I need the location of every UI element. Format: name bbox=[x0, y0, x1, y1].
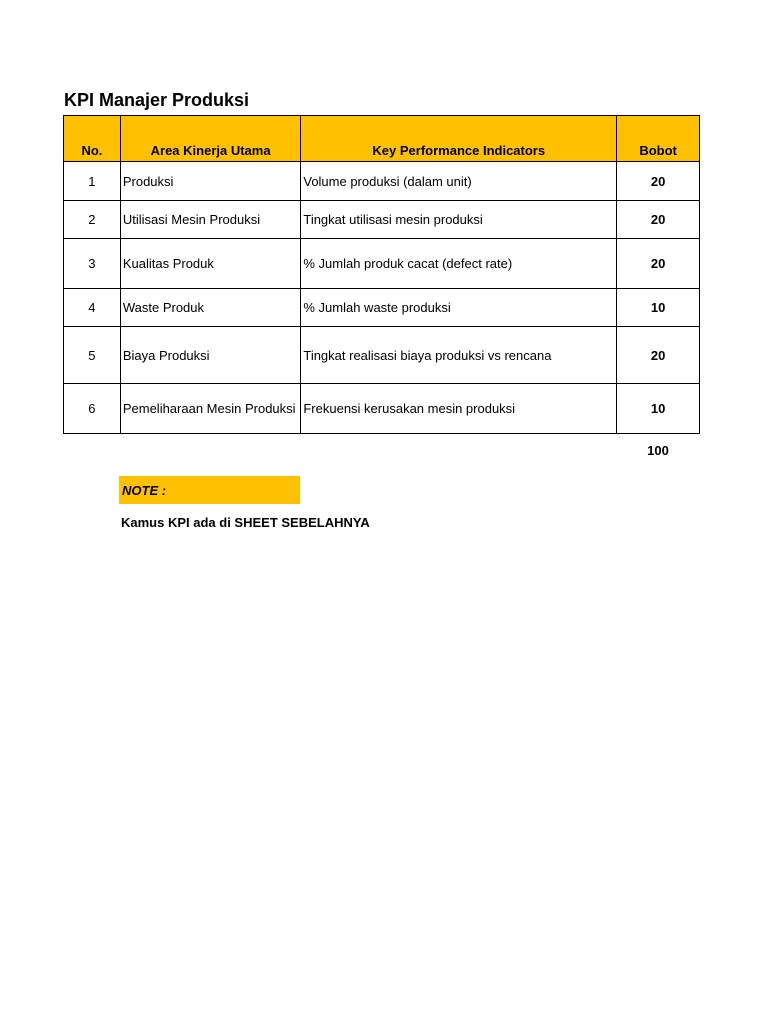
table-row bbox=[64, 327, 700, 384]
cell-kpi: Volume produksi (dalam unit) bbox=[301, 162, 617, 201]
cell-bobot: 20 bbox=[617, 327, 700, 384]
cell-kpi: Tingkat realisasi biaya produksi vs rencana bbox=[301, 327, 617, 384]
note-label: NOTE : bbox=[122, 482, 167, 498]
cell-bobot: 10 bbox=[617, 289, 700, 327]
cell-bobot: 20 bbox=[617, 162, 700, 201]
cell-no: 6 bbox=[64, 384, 121, 434]
header-no: No. bbox=[64, 116, 121, 162]
cell-area: Waste Produk bbox=[120, 289, 301, 327]
note-text: Kamus KPI ada di SHEET SEBELAHNYA bbox=[121, 515, 370, 530]
note-label-box bbox=[119, 476, 300, 504]
cell-bobot: 10 bbox=[617, 384, 700, 434]
cell-kpi: Tingkat utilisasi mesin produksi bbox=[301, 201, 617, 239]
cell-kpi: Frekuensi kerusakan mesin produksi bbox=[301, 384, 617, 434]
table-row bbox=[64, 239, 700, 289]
kpi-table bbox=[63, 115, 700, 434]
table-header-row bbox=[64, 116, 700, 162]
table-row bbox=[64, 289, 700, 327]
cell-bobot: 20 bbox=[617, 201, 700, 239]
header-area: Area Kinerja Utama bbox=[120, 116, 301, 162]
cell-bobot: 20 bbox=[617, 239, 700, 289]
table-row bbox=[64, 384, 700, 434]
cell-area: Kualitas Produk bbox=[120, 239, 301, 289]
header-bobot: Bobot bbox=[617, 116, 700, 162]
table-row bbox=[64, 201, 700, 239]
cell-no: 3 bbox=[64, 239, 121, 289]
cell-area: Biaya Produksi bbox=[120, 327, 301, 384]
cell-no: 1 bbox=[64, 162, 121, 201]
cell-no: 4 bbox=[64, 289, 121, 327]
cell-kpi: % Jumlah produk cacat (defect rate) bbox=[301, 239, 617, 289]
cell-no: 5 bbox=[64, 327, 121, 384]
cell-area: Utilisasi Mesin Produksi bbox=[120, 201, 301, 239]
cell-area: Produksi bbox=[120, 162, 301, 201]
bobot-total: 100 bbox=[647, 443, 669, 458]
cell-kpi: % Jumlah waste produksi bbox=[301, 289, 617, 327]
cell-area: Pemeliharaan Mesin Produksi bbox=[120, 384, 301, 434]
header-kpi: Key Performance Indicators bbox=[301, 116, 617, 162]
table-row bbox=[64, 162, 700, 201]
cell-no: 2 bbox=[64, 201, 121, 239]
page-title: KPI Manajer Produksi bbox=[64, 90, 250, 110]
